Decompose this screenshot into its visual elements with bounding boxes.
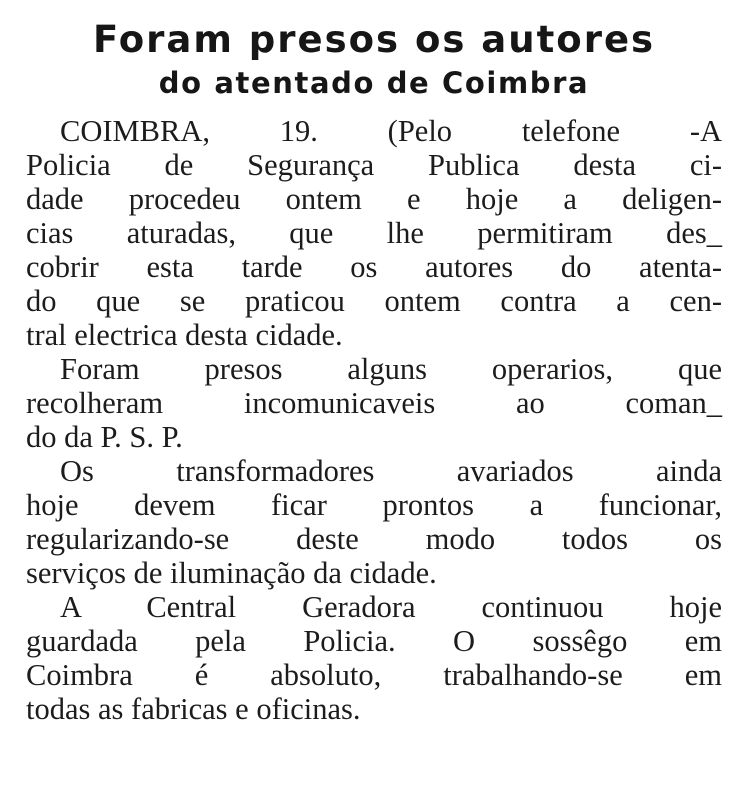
article-line: Coimbra é absoluto, trabalhando-se em	[26, 658, 722, 692]
article-line: A Central Geradora continuou hoje	[60, 590, 722, 624]
headline-line-2: do atentado de Coimbra	[158, 66, 590, 100]
newspaper-clipping	[26, 18, 722, 726]
article-line: regularizando-se deste modo todos os	[26, 522, 722, 556]
paragraph-4	[26, 590, 722, 726]
article-line: do que se praticou ontem contra a cen-	[26, 284, 722, 318]
article-line: Policia de Segurança Publica desta ci-	[26, 148, 722, 182]
article-body	[26, 114, 722, 726]
paragraph-2	[26, 352, 722, 454]
article-line: cias aturadas, que lhe permitiram des_	[26, 216, 722, 250]
article-line: todas as fabricas e oficinas.	[26, 692, 361, 726]
article-line: Os transformadores avariados ainda	[60, 454, 722, 488]
article-line: COIMBRA, 19. (Pelo telefone -A	[60, 114, 722, 148]
paragraph-1	[26, 114, 722, 352]
article-line: cobrir esta tarde os autores do atenta-	[26, 250, 722, 284]
paragraph-3	[26, 454, 722, 590]
article-line: dade procedeu ontem e hoje a deligen-	[26, 182, 722, 216]
article-line: recolheram incomunicaveis ao coman_	[26, 386, 722, 420]
article-line: Foram presos alguns operarios, que	[60, 352, 722, 386]
article-line: guardada pela Policia. O sossêgo em	[26, 624, 722, 658]
article-line: do da P. S. P.	[26, 420, 183, 454]
article-line: serviços de iluminação da cidade.	[26, 556, 437, 590]
headline-line-1: Foram presos os autores	[92, 18, 656, 61]
article-line: hoje devem ficar prontos a funcionar,	[26, 488, 722, 522]
article-line: tral electrica desta cidade.	[26, 318, 343, 352]
